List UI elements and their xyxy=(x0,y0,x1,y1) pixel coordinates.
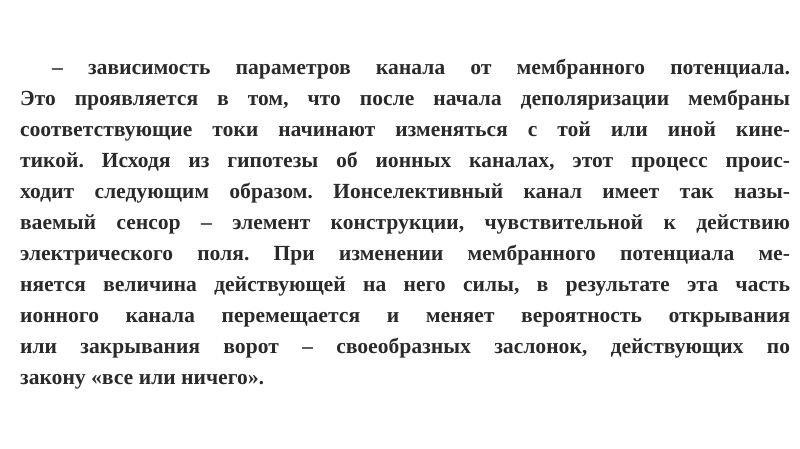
paragraph-line-6: ваемый сенсор – элемент конструкции, чувствительной к действию xyxy=(20,210,790,234)
paragraph-line-4: тикой. Исходя из гипотезы об ионных каналах, этот процесс проис- xyxy=(20,148,790,172)
paragraph-line-9: ионного канала перемещается и меняет вероятность открывания xyxy=(20,303,790,327)
document-paragraph xyxy=(20,52,790,393)
paragraph-line-2: Это проявляется в том, что после начала деполяризации мембраны xyxy=(20,86,790,110)
paragraph-line-10: или закрывания ворот – своеобразных заслонок, действующих по xyxy=(20,334,790,358)
paragraph-line-7: электрического поля. При изменении мембранного потенциала ме- xyxy=(20,241,790,265)
paragraph-line-8: няется величина действующей на него силы, в результате эта часть xyxy=(20,272,790,296)
paragraph-line-11: закону «все или ничего». xyxy=(20,365,265,389)
paragraph-line-5: ходит следующим образом. Ионселективный канал имеет так назы- xyxy=(20,179,790,203)
paragraph-line-3: соответствующие токи начинают изменяться с той или иной кине- xyxy=(20,117,790,141)
paragraph-line-1: – зависимость параметров канала от мембранного потенциала. xyxy=(52,55,790,79)
